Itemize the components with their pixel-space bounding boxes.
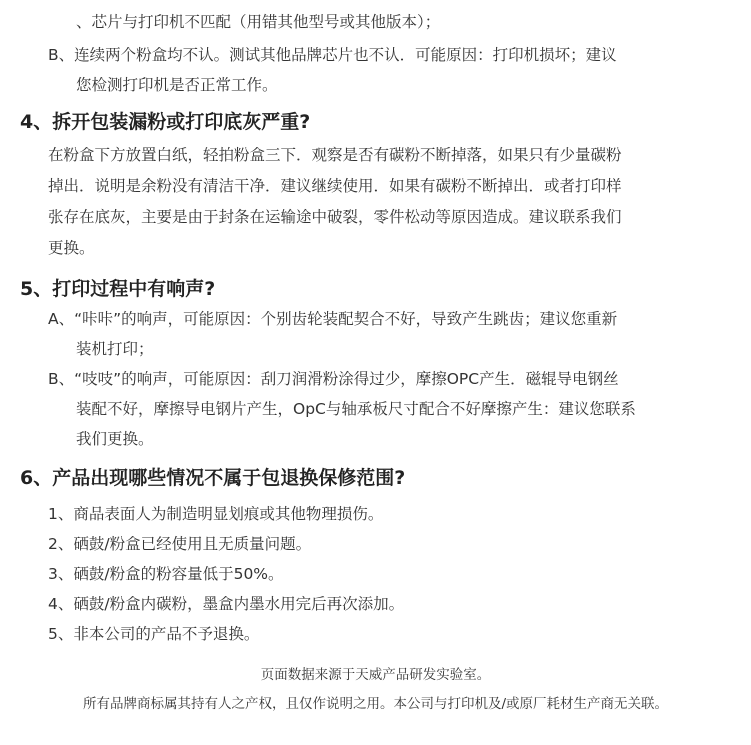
section4-line2: 掉出．说明是余粉没有清洁干净．建议继续使用．如果有碳粉不断掉出．或者打印样 bbox=[48, 177, 622, 195]
section4-heading: 4、拆开包装漏粉或打印底灰严重? bbox=[20, 111, 311, 133]
footer-trademark-note: 所有品牌商标属其持有人之产权，且仅作说明之用。本公司与打印机及/或原厂耗材生产商无关联。 bbox=[82, 696, 669, 712]
section3-item-a-continuation: 、芯片与打印机不匹配（用错其他型号或其他版本）； bbox=[76, 13, 441, 31]
section5-item-b-line1: B、“吱吱”的响声，可能原因：刮刀润滑粉涂得过少，摩擦OPC产生．磁辊导电钢丝 bbox=[48, 370, 619, 388]
section6-item-3: 3、硒鼓/粉盒的粉容量低于50%。 bbox=[48, 565, 284, 583]
footer-source-note: 页面数据来源于天威产品研发实验室。 bbox=[260, 667, 491, 683]
section5-item-b-line2: 装配不好，摩擦导电钢片产生，OpC与轴承板尺寸配合不好摩擦产生：建议您联系 bbox=[76, 400, 636, 418]
section6-item-5: 5、非本公司的产品不予退换。 bbox=[48, 625, 260, 643]
section6-heading: 6、产品出现哪些情况不属于包退换保修范围? bbox=[20, 467, 406, 489]
section6-item-4: 4、硒鼓/粉盒内碳粉，墨盒内墨水用完后再次添加。 bbox=[48, 595, 405, 613]
section4-line3: 张存在底灰，主要是由于封条在运输途中破裂，零件松动等原因造成。建议联系我们 bbox=[48, 208, 622, 226]
section6-item-1: 1、商品表面人为制造明显划痕或其他物理损伤。 bbox=[48, 505, 384, 523]
section5-item-b-line3: 我们更换。 bbox=[76, 430, 154, 448]
section6-item-2: 2、硒鼓/粉盒已经使用且无质量问题。 bbox=[48, 535, 312, 553]
section3-item-b-line1: B、连续两个粉盒均不认。测试其他品牌芯片也不认．可能原因：打印机损坏；建议 bbox=[48, 46, 617, 64]
section5-item-a-line2: 装机打印； bbox=[76, 340, 154, 358]
section3-item-b-line2: 您检测打印机是否正常工作。 bbox=[76, 76, 278, 94]
section4-line4: 更换。 bbox=[48, 239, 95, 257]
section5-item-a-line1: A、“咔咔”的响声，可能原因：个别齿轮装配契合不好，导致产生跳齿；建议您重新 bbox=[48, 310, 618, 328]
section4-line1: 在粉盒下方放置白纸，轻拍粉盒三下．观察是否有碳粉不断掉落，如果只有少量碳粉 bbox=[48, 146, 622, 164]
section5-heading: 5、打印过程中有响声? bbox=[20, 278, 216, 300]
